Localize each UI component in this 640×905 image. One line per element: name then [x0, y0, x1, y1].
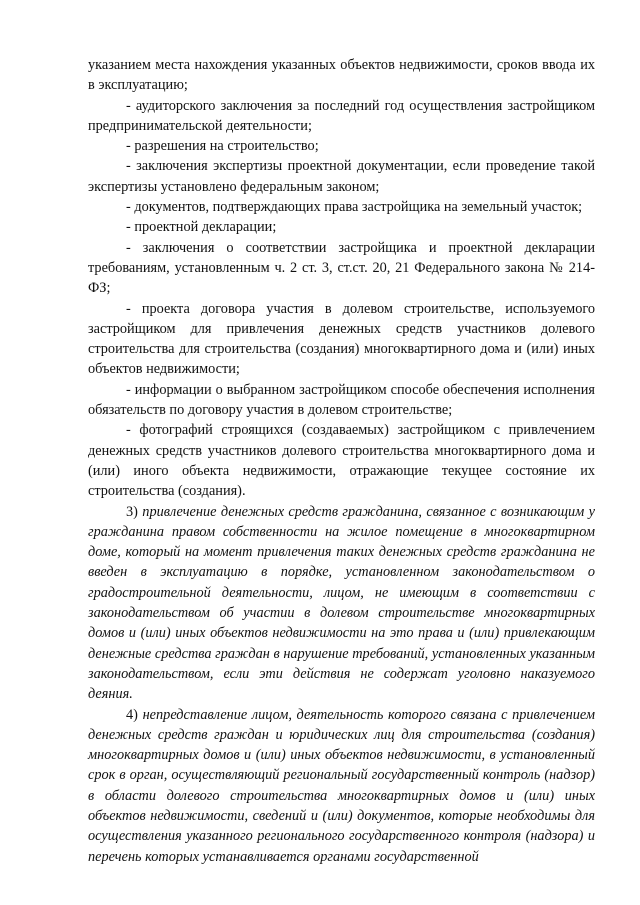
item-number: 4) [126, 706, 138, 723]
item-body-italic: непредставление лицом, деятельность которого связана с привлечением денежных средств граждан и юридических лиц для строительства (создания) многоквартирных домов и (или) иных объектов недвижимости, в установленный срок в орган, осуществляющий региональный государственный контроль (надзор) в области долевого строительства многоквартирных домов и (или) иных объектов недвижимости, сведений и (или) документов, которые необходимы для осуществления указанного регионального государственного контроля (надзора) и перечень которых устанавливается органами государственной [88, 706, 596, 865]
document-page [88, 55, 595, 867]
list-item-compliance-conclusion: - заключения о соответствии застройщика и проектной декларации требованиям, установленным ч. 2 ст. 3, ст.ст. 20, 21 Федерального закона № 214-ФЗ; [88, 239, 595, 297]
item-body-italic: привлечение денежных средств гражданина, связанное с возникающим у гражданина правом собственности на жилое помещение в многоквартирном доме, который на момент привлечения таких денежных средств гражданина не введен в эксплуатацию в порядке, установленном законодательством о градостроительной деятельности, лицом, не имеющим в соответствии с законодательством об участии в долевом строительстве многоквартирных домов и (или) иных объектов недвижимости на это права и (или) привлекающим денежные средства граждан в нарушение требований, установленных указанным законодательством, если эти действия не содержат уголовно наказуемого деяния. [88, 503, 596, 703]
list-item-project-declaration: - проектной декларации; [126, 219, 277, 236]
list-item-security-method-info: - информации о выбранном застройщиком способе обеспечения исполнения обязательств по договору участия в долевом строительстве; [88, 381, 595, 419]
list-item-expertise-conclusion: - заключения экспертизы проектной документации, если проведение такой экспертизы установлено федеральным законом; [88, 158, 595, 195]
list-item-construction-photos: - фотографий строящихся (создаваемых) застройщиком с привлечением денежных средств участников долевого строительства многоквартирного дома и (или) иного объекта недвижимости, отражающие текущее состояние их строительства (создания). [88, 422, 595, 500]
list-item-land-rights-documents: - документов, подтверждающих права застройщика на земельный участок; [126, 199, 583, 216]
paragraph-item-3 [88, 502, 595, 705]
list-item-audit-conclusion: - аудиторского заключения за последний год осуществления застройщиком предпринимательской деятельности; [88, 97, 595, 134]
list-item-construction-permit: - разрешения на строительство; [126, 138, 319, 155]
paragraph-item-4 [88, 705, 595, 867]
item-number: 3) [126, 503, 138, 520]
list-item-contract-draft: - проекта договора участия в долевом строительстве, используемого застройщиком для привлечения денежных средств участников долевого строительства для строительства (создания) многоквартирного дома и (или) иных объектов недвижимости; [88, 300, 595, 378]
paragraph-object-location: указанием места нахождения указанных объектов недвижимости, сроков ввода их в эксплуатацию; [88, 57, 595, 94]
